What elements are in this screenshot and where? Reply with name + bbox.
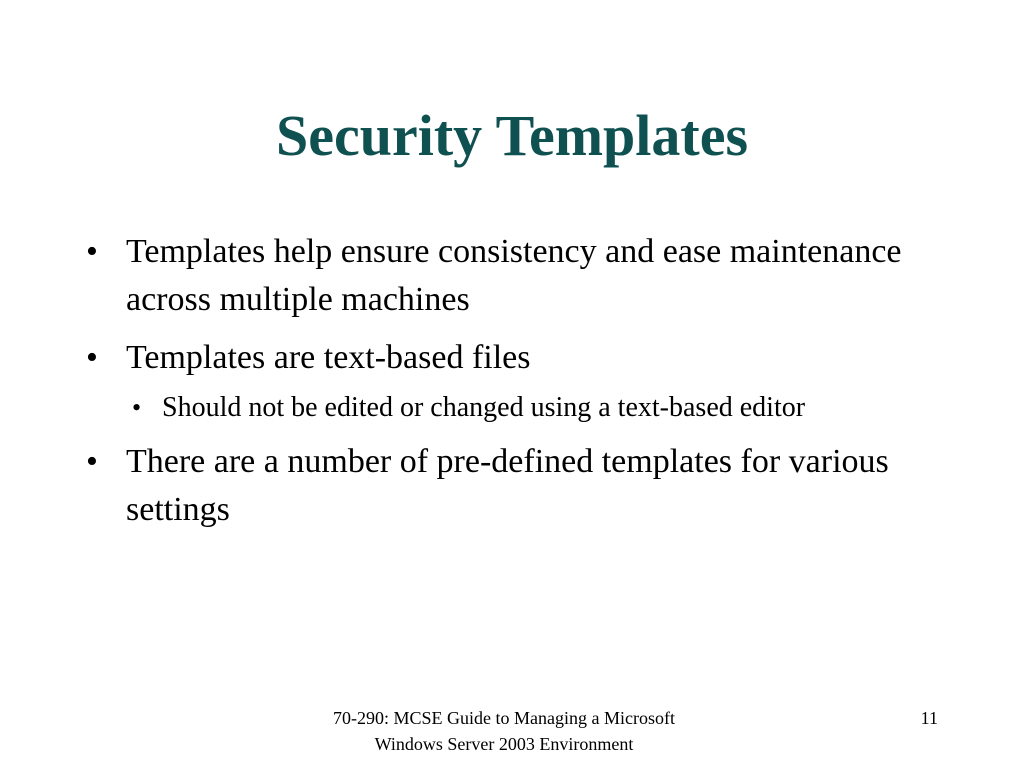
footer-line-2: Windows Server 2003 Environment bbox=[374, 734, 634, 754]
bullet-item bbox=[86, 228, 926, 324]
bullet-text: There are a number of pre-defined templates for various settings bbox=[126, 443, 889, 528]
bullet-icon: • bbox=[86, 339, 98, 376]
sub-bullet-text: Should not be edited or changed using a text-based editor bbox=[162, 392, 806, 423]
slide-title: Security Templates bbox=[275, 103, 749, 168]
bullet-item bbox=[86, 438, 926, 534]
bullet-icon: • bbox=[86, 233, 98, 270]
bullet-icon: • bbox=[86, 443, 98, 480]
footer-line-1: 70-290: MCSE Guide to Managing a Microsoft bbox=[333, 708, 675, 728]
bullet-item bbox=[86, 334, 926, 382]
sub-bullet-item bbox=[132, 388, 926, 428]
bullet-text: Templates help ensure consistency and ease maintenance across multiple machines bbox=[126, 233, 902, 318]
slide-footer bbox=[254, 705, 754, 757]
bullet-text: Templates are text-based files bbox=[126, 339, 531, 376]
sub-bullet-icon: • bbox=[132, 393, 142, 422]
bullet-list bbox=[86, 228, 926, 544]
page-number: 11 bbox=[920, 708, 938, 728]
